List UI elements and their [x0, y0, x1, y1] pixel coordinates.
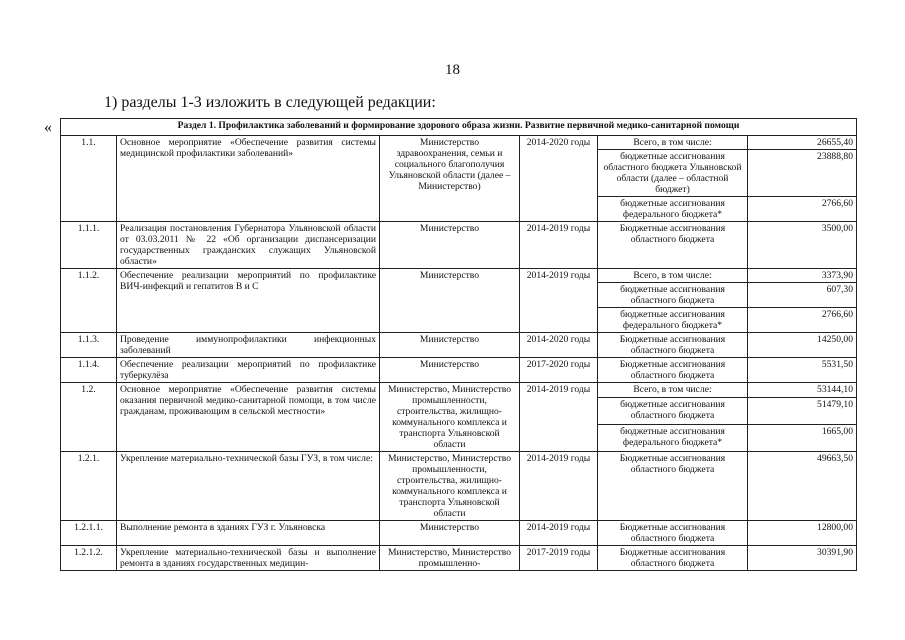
executor-cell: Министерство здравоохранения, семьи и социального благополучия Ульяновской области (далее – Министерство) — [380, 136, 520, 222]
amount-cell: 3500,00 — [748, 222, 857, 269]
period-cell: 2014-2020 годы — [520, 333, 598, 358]
intro-text: 1) разделы 1-3 изложить в следующей редакции: — [104, 94, 436, 111]
period-cell: 2014-2019 годы — [520, 222, 598, 269]
measure-name-cell: Обеспечение реализации мероприятий по профилактике туберкулёза — [117, 358, 380, 383]
funding-source-cell: бюджетные ассигнования областного бюджета — [598, 398, 748, 425]
executor-cell: Министерство, Министерство промышленно- — [380, 546, 520, 571]
section-header-row — [61, 119, 857, 136]
period-cell: 2014-2019 годы — [520, 521, 598, 546]
period-cell: 2014-2020 годы — [520, 136, 598, 222]
amount-cell: 14250,00 — [748, 333, 857, 358]
measure-name-cell: Основное мероприятие «Обеспечение развития системы медицинской профилактики заболеваний» — [117, 136, 380, 222]
funding-source-cell: Всего, в том числе: — [598, 269, 748, 283]
item-number-cell: 1.1.4. — [61, 358, 117, 383]
funding-source-cell: Бюджетные ассигнования областного бюджета — [598, 452, 748, 521]
funding-source-cell: бюджетные ассигнования федерального бюджета* — [598, 308, 748, 333]
funding-source-cell: Бюджетные ассигнования областного бюджета — [598, 546, 748, 571]
amount-cell: 2766,60 — [748, 197, 857, 222]
program-table — [60, 118, 857, 571]
table-row — [61, 452, 857, 521]
period-cell: 2017-2019 годы — [520, 546, 598, 571]
executor-cell: Министерство — [380, 269, 520, 333]
table-row — [61, 222, 857, 269]
table-row — [61, 546, 857, 571]
section-title: Раздел 1. Профилактика заболеваний и формирование здорового образа жизни. Развитие первичной медико-санитарной помощи — [61, 119, 857, 136]
measure-name-cell: Выполнение ремонта в зданиях ГУЗ г. Ульяновска — [117, 521, 380, 546]
item-number-cell: 1.1.2. — [61, 269, 117, 333]
table-row — [61, 136, 857, 150]
funding-source-cell: Бюджетные ассигнования областного бюджета — [598, 521, 748, 546]
funding-source-cell: Всего, в том числе: — [598, 136, 748, 150]
period-cell: 2017-2020 годы — [520, 358, 598, 383]
executor-cell: Министерство — [380, 358, 520, 383]
funding-source-cell: бюджетные ассигнования областного бюджета Ульяновской области (далее – областной бюджет) — [598, 150, 748, 197]
table-row — [61, 269, 857, 283]
table-row — [61, 358, 857, 383]
table-row — [61, 383, 857, 398]
amount-cell: 12800,00 — [748, 521, 857, 546]
amount-cell: 30391,90 — [748, 546, 857, 571]
page-number: 18 — [445, 62, 460, 78]
funding-source-cell: бюджетные ассигнования федерального бюджета* — [598, 425, 748, 452]
measure-name-cell: Реализация постановления Губернатора Ульяновской области от 03.03.2011 № 22 «Об организации диспансеризации государственных гражданских служащих Ульяновской области» — [117, 222, 380, 269]
measure-name-cell: Основное мероприятие «Обеспечение развития системы оказания первичной медико-санитарной помощи, в том числе гражданам, проживающим в сельской местности» — [117, 383, 380, 452]
amount-cell: 53144,10 — [748, 383, 857, 398]
item-number-cell: 1.1.3. — [61, 333, 117, 358]
amount-cell: 5531,50 — [748, 358, 857, 383]
executor-cell: Министерство — [380, 333, 520, 358]
item-number-cell: 1.2.1.2. — [61, 546, 117, 571]
period-cell: 2014-2019 годы — [520, 383, 598, 452]
funding-source-cell: Бюджетные ассигнования областного бюджета — [598, 333, 748, 358]
amount-cell: 51479,10 — [748, 398, 857, 425]
amount-cell: 607,30 — [748, 283, 857, 308]
amount-cell: 2766,60 — [748, 308, 857, 333]
funding-source-cell: бюджетные ассигнования областного бюджета — [598, 283, 748, 308]
item-number-cell: 1.2.1.1. — [61, 521, 117, 546]
period-cell: 2014-2019 годы — [520, 452, 598, 521]
funding-source-cell: Всего, в том числе: — [598, 383, 748, 398]
amount-cell: 3373,90 — [748, 269, 857, 283]
amount-cell: 49663,50 — [748, 452, 857, 521]
amount-cell: 26655,40 — [748, 136, 857, 150]
funding-source-cell: Бюджетные ассигнования областного бюджета — [598, 222, 748, 269]
item-number-cell: 1.1.1. — [61, 222, 117, 269]
measure-name-cell: Обеспечение реализации мероприятий по профилактике ВИЧ-инфекций и гепатитов В и С — [117, 269, 380, 333]
item-number-cell: 1.2. — [61, 383, 117, 452]
period-cell: 2014-2019 годы — [520, 269, 598, 333]
item-number-cell: 1.1. — [61, 136, 117, 222]
executor-cell: Министерство, Министерство промышленности, строительства, жилищно-коммунального комплекса и транспорта Ульяновской области — [380, 452, 520, 521]
opening-quote-mark: « — [44, 119, 52, 136]
measure-name-cell: Укрепление материально-технической базы и выполнение ремонта в зданиях государственных медицин- — [117, 546, 380, 571]
executor-cell: Министерство, Министерство промышленности, строительства, жилищно-коммунального комплекса и транспорта Ульяновской области — [380, 383, 520, 452]
table-row — [61, 521, 857, 546]
item-number-cell: 1.2.1. — [61, 452, 117, 521]
amount-cell: 23888,80 — [748, 150, 857, 197]
executor-cell: Министерство — [380, 521, 520, 546]
amount-cell: 1665,00 — [748, 425, 857, 452]
executor-cell: Министерство — [380, 222, 520, 269]
measure-name-cell: Проведение иммунопрофилактики инфекционных заболеваний — [117, 333, 380, 358]
funding-source-cell: Бюджетные ассигнования областного бюджета — [598, 358, 748, 383]
funding-source-cell: бюджетные ассигнования федерального бюджета* — [598, 197, 748, 222]
measure-name-cell: Укрепление материально-технической базы ГУЗ, в том числе: — [117, 452, 380, 521]
table-row — [61, 333, 857, 358]
